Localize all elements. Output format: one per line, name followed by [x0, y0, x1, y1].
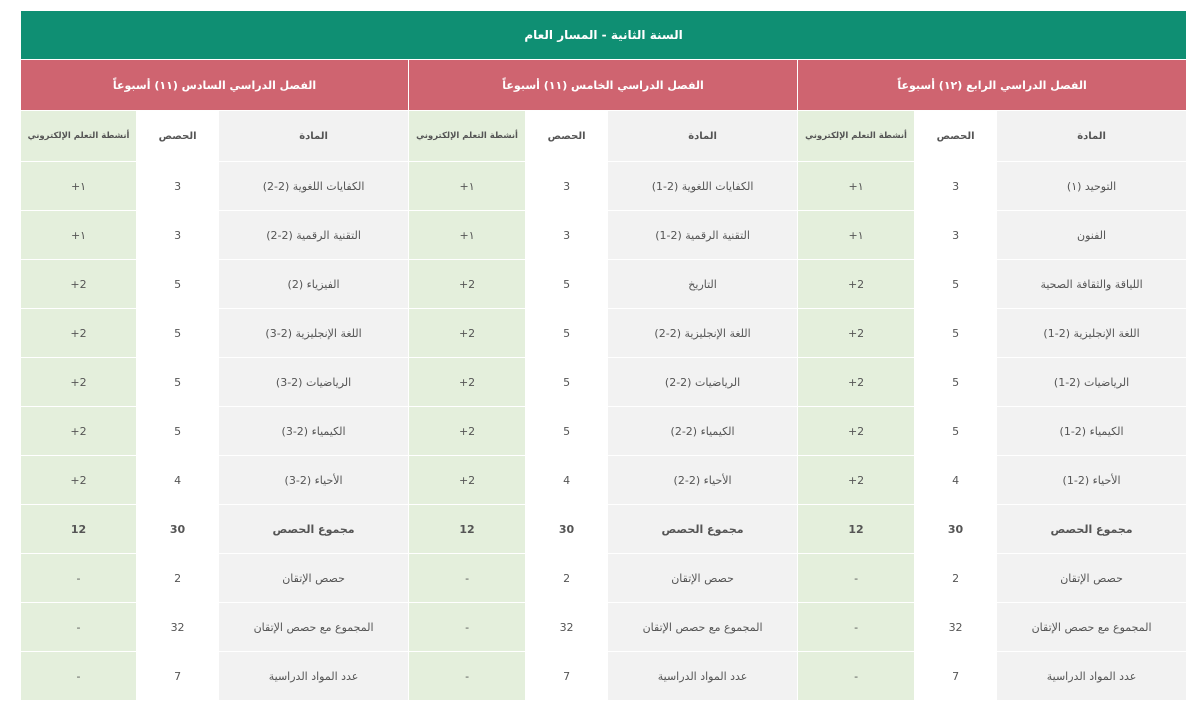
periods-cell: 4	[526, 456, 608, 505]
elearning-cell: 2+	[798, 456, 915, 505]
column-header-subject: المادة	[219, 111, 409, 162]
subject-cell: الكيمياء (2-3)	[219, 407, 409, 456]
elearning-cell: -	[21, 554, 137, 603]
subject-cell: الأحياء (2-3)	[219, 456, 409, 505]
periods-cell: 30	[526, 505, 608, 554]
semester-5-header: الفصل الدراسي الخامس (١١) أسبوعاً	[409, 60, 798, 111]
periods-cell: 5	[137, 309, 219, 358]
periods-cell: 3	[526, 162, 608, 211]
elearning-cell: -	[409, 554, 526, 603]
elearning-cell: ١+	[798, 211, 915, 260]
elearning-cell: -	[798, 652, 915, 701]
subject-cell: التاريخ	[608, 260, 798, 309]
column-header-periods: الحصص	[137, 111, 219, 162]
periods-cell: 7	[526, 652, 608, 701]
periods-cell: 32	[915, 603, 997, 652]
periods-cell: 5	[137, 358, 219, 407]
periods-cell: 5	[526, 358, 608, 407]
table-row	[21, 652, 1187, 701]
elearning-cell: -	[21, 603, 137, 652]
subject-cell: حصص الإتقان	[997, 554, 1187, 603]
table-row	[21, 162, 1187, 211]
semester-6-header: الفصل الدراسي السادس (١١) أسبوعاً	[21, 60, 409, 111]
subject-cell: الفنون	[997, 211, 1187, 260]
periods-cell: 5	[915, 407, 997, 456]
subject-cell: المجموع مع حصص الإتقان	[219, 603, 409, 652]
table-row	[21, 505, 1187, 554]
table-row	[21, 358, 1187, 407]
elearning-cell: 2+	[21, 456, 137, 505]
subject-cell: عدد المواد الدراسية	[608, 652, 798, 701]
elearning-cell: -	[21, 652, 137, 701]
elearning-cell: 2+	[798, 407, 915, 456]
table-row	[21, 260, 1187, 309]
study-plan-table-container	[20, 10, 1186, 701]
subject-cell: الرياضيات (2-2)	[608, 358, 798, 407]
subject-cell: المجموع مع حصص الإتقان	[608, 603, 798, 652]
semester-4-header: الفصل الدراسي الرابع (١٢) أسبوعاً	[798, 60, 1187, 111]
periods-cell: 5	[526, 407, 608, 456]
table-row	[21, 407, 1187, 456]
subject-cell: الأحياء (2-1)	[997, 456, 1187, 505]
elearning-cell: ١+	[798, 162, 915, 211]
elearning-cell: 12	[409, 505, 526, 554]
elearning-cell: ١+	[21, 162, 137, 211]
subject-cell: المجموع مع حصص الإتقان	[997, 603, 1187, 652]
periods-cell: 3	[137, 162, 219, 211]
subject-cell: اللغة الإنجليزية (2-2)	[608, 309, 798, 358]
elearning-cell: 2+	[798, 260, 915, 309]
table-row	[21, 603, 1187, 652]
periods-cell: 5	[137, 260, 219, 309]
subject-cell: الرياضيات (2-1)	[997, 358, 1187, 407]
periods-cell: 5	[915, 260, 997, 309]
subject-cell: التوحيد (١)	[997, 162, 1187, 211]
periods-cell: 30	[137, 505, 219, 554]
periods-cell: 30	[915, 505, 997, 554]
periods-cell: 3	[526, 211, 608, 260]
subject-cell: الأحياء (2-2)	[608, 456, 798, 505]
column-header-elearning: أنشطة التعلم الإلكتروني	[409, 111, 526, 162]
elearning-cell: ١+	[409, 162, 526, 211]
subject-cell: عدد المواد الدراسية	[997, 652, 1187, 701]
subject-cell: اللغة الإنجليزية (2-1)	[997, 309, 1187, 358]
periods-cell: 5	[526, 309, 608, 358]
subject-cell: الرياضيات (2-3)	[219, 358, 409, 407]
table-row	[21, 211, 1187, 260]
elearning-cell: 2+	[409, 309, 526, 358]
elearning-cell: -	[798, 554, 915, 603]
subject-cell: الكيمياء (2-2)	[608, 407, 798, 456]
subject-cell: مجموع الحصص	[219, 505, 409, 554]
elearning-cell: 2+	[21, 358, 137, 407]
periods-cell: 32	[526, 603, 608, 652]
table-row	[21, 554, 1187, 603]
periods-cell: 3	[915, 211, 997, 260]
periods-cell: 3	[137, 211, 219, 260]
subject-cell: الكيمياء (2-1)	[997, 407, 1187, 456]
column-header-subject: المادة	[608, 111, 798, 162]
subject-cell: حصص الإتقان	[219, 554, 409, 603]
subject-cell: اللياقة والثقافة الصحية	[997, 260, 1187, 309]
subject-cell: مجموع الحصص	[608, 505, 798, 554]
subject-cell: التقنية الرقمية (2-1)	[608, 211, 798, 260]
table-row	[21, 309, 1187, 358]
elearning-cell: 2+	[798, 358, 915, 407]
study-plan-table	[20, 10, 1187, 701]
elearning-cell: 12	[798, 505, 915, 554]
elearning-cell: 12	[21, 505, 137, 554]
subject-cell: الفيزياء (2)	[219, 260, 409, 309]
elearning-cell: 2+	[409, 407, 526, 456]
elearning-cell: 2+	[409, 260, 526, 309]
column-header-subject: المادة	[997, 111, 1187, 162]
periods-cell: 2	[526, 554, 608, 603]
elearning-cell: 2+	[409, 358, 526, 407]
column-header-periods: الحصص	[526, 111, 608, 162]
periods-cell: 3	[915, 162, 997, 211]
subject-cell: الكفايات اللغوية (2-1)	[608, 162, 798, 211]
table-row	[21, 456, 1187, 505]
elearning-cell: ١+	[21, 211, 137, 260]
subject-cell: حصص الإتقان	[608, 554, 798, 603]
periods-cell: 2	[915, 554, 997, 603]
elearning-cell: 2+	[21, 309, 137, 358]
periods-cell: 2	[137, 554, 219, 603]
column-header-periods: الحصص	[915, 111, 997, 162]
periods-cell: 5	[526, 260, 608, 309]
elearning-cell: 2+	[21, 407, 137, 456]
elearning-cell: 2+	[21, 260, 137, 309]
elearning-cell: -	[409, 652, 526, 701]
periods-cell: 5	[137, 407, 219, 456]
periods-cell: 4	[137, 456, 219, 505]
periods-cell: 7	[915, 652, 997, 701]
table-title: السنة الثانية - المسار العام	[21, 11, 1187, 60]
elearning-cell: 2+	[798, 309, 915, 358]
periods-cell: 32	[137, 603, 219, 652]
subject-cell: التقنية الرقمية (2-2)	[219, 211, 409, 260]
periods-cell: 5	[915, 358, 997, 407]
periods-cell: 7	[137, 652, 219, 701]
elearning-cell: ١+	[409, 211, 526, 260]
periods-cell: 5	[915, 309, 997, 358]
elearning-cell: 2+	[409, 456, 526, 505]
elearning-cell: -	[409, 603, 526, 652]
column-header-elearning: أنشطة التعلم الإلكتروني	[21, 111, 137, 162]
subject-cell: مجموع الحصص	[997, 505, 1187, 554]
subject-cell: الكفايات اللغوية (2-2)	[219, 162, 409, 211]
elearning-cell: -	[798, 603, 915, 652]
subject-cell: اللغة الإنجليزية (2-3)	[219, 309, 409, 358]
subject-cell: عدد المواد الدراسية	[219, 652, 409, 701]
column-header-elearning: أنشطة التعلم الإلكتروني	[798, 111, 915, 162]
periods-cell: 4	[915, 456, 997, 505]
